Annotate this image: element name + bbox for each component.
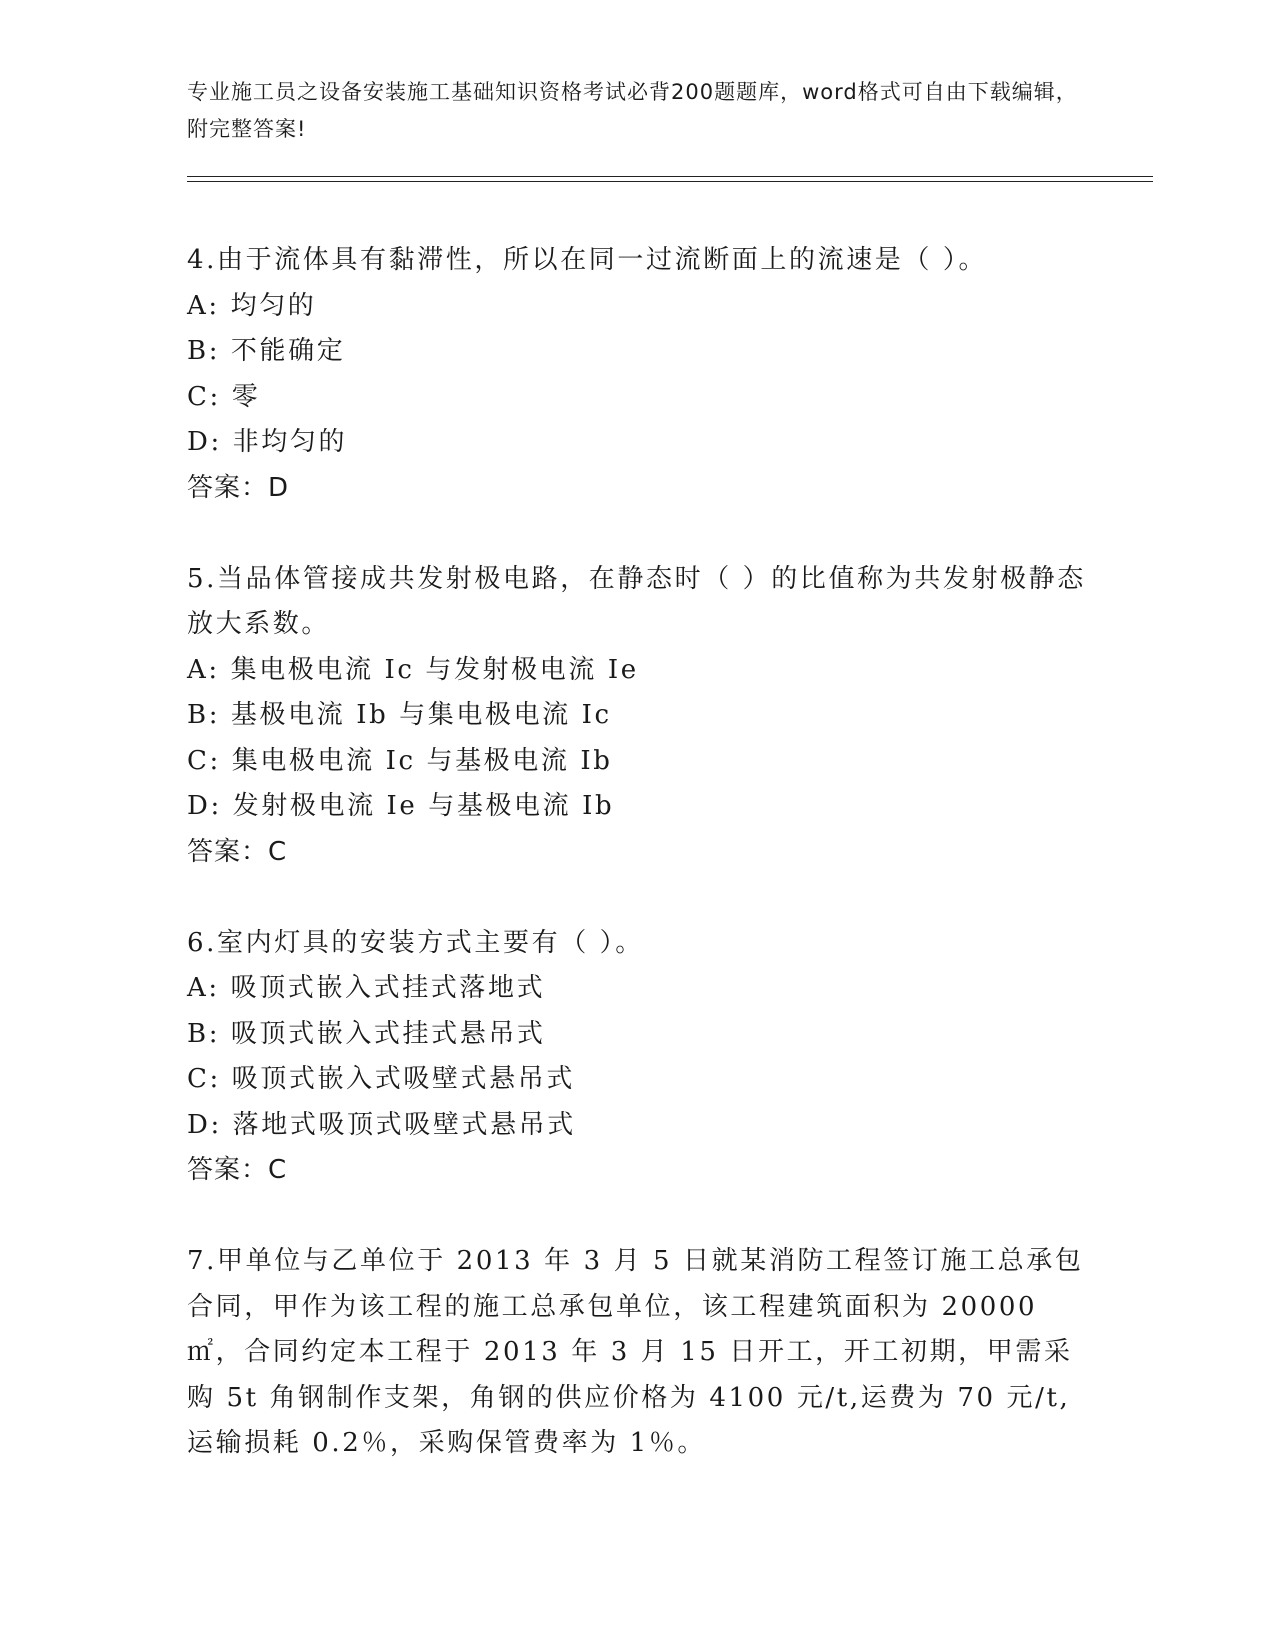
header-text: 专业施工员之设备安装施工基础知识资格考试必背200题题库，word格式可自由下载编辑，附完整答案! xyxy=(187,80,1078,141)
option-a: A: 均匀的 xyxy=(187,290,317,321)
option-c: C: 零 xyxy=(187,381,261,412)
question-5 xyxy=(187,557,1087,876)
document-header xyxy=(187,74,1087,148)
question-stem: 5.当品体管接成共发射极电路，在静态时（ ）的比值称为共发射极静态放大系数。 xyxy=(187,563,1086,639)
header-divider-bottom xyxy=(187,181,1153,182)
question-stem: 7.甲单位与乙单位于 2013 年 3 月 5 日就某消防工程签订施工总承包合同，甲作为该工程的施工总承包单位，该工程建筑面积为 20000㎡，合同约定本工程于 2013 年 3 月 15 日开工，开工初期，甲需采购 5t 角钢制作支架，角钢的供应价格为 4100 元/t,运费为 70 元/t,运输损耗 0.2％，采购保管费率为 1％。 xyxy=(187,1246,1084,1458)
option-b: B: 吸顶式嵌入式挂式悬吊式 xyxy=(187,1018,546,1049)
option-a: A: 吸顶式嵌入式挂式落地式 xyxy=(187,973,546,1003)
header-divider-top xyxy=(187,176,1153,177)
option-a: A: 集电极电流 Ic 与发射极电流 Ie xyxy=(187,654,639,685)
option-d: D: 发射极电流 Ie 与基极电流 Ib xyxy=(187,791,615,821)
option-d: D: 落地式吸顶式吸壁式悬吊式 xyxy=(187,1109,576,1140)
answer: 答案：C xyxy=(187,836,288,867)
answer: 答案：C xyxy=(187,1155,288,1185)
option-b: B: 基极电流 Ib 与集电极电流 Ic xyxy=(187,700,612,730)
question-4 xyxy=(187,238,1087,511)
option-c: C: 吸顶式嵌入式吸壁式悬吊式 xyxy=(187,1064,575,1094)
answer: 答案：D xyxy=(187,472,290,503)
question-7 xyxy=(187,1239,1087,1467)
question-stem: 4.由于流体具有黏滞性，所以在同一过流断面上的流速是（ ）。 xyxy=(187,245,988,275)
option-b: B: 不能确定 xyxy=(187,336,346,366)
option-c: C: 集电极电流 Ic 与基极电流 Ib xyxy=(187,745,613,776)
question-6 xyxy=(187,921,1087,1194)
question-list xyxy=(187,238,1087,1512)
option-d: D: 非均匀的 xyxy=(187,427,348,457)
question-stem: 6.室内灯具的安装方式主要有（ ）。 xyxy=(187,927,644,958)
